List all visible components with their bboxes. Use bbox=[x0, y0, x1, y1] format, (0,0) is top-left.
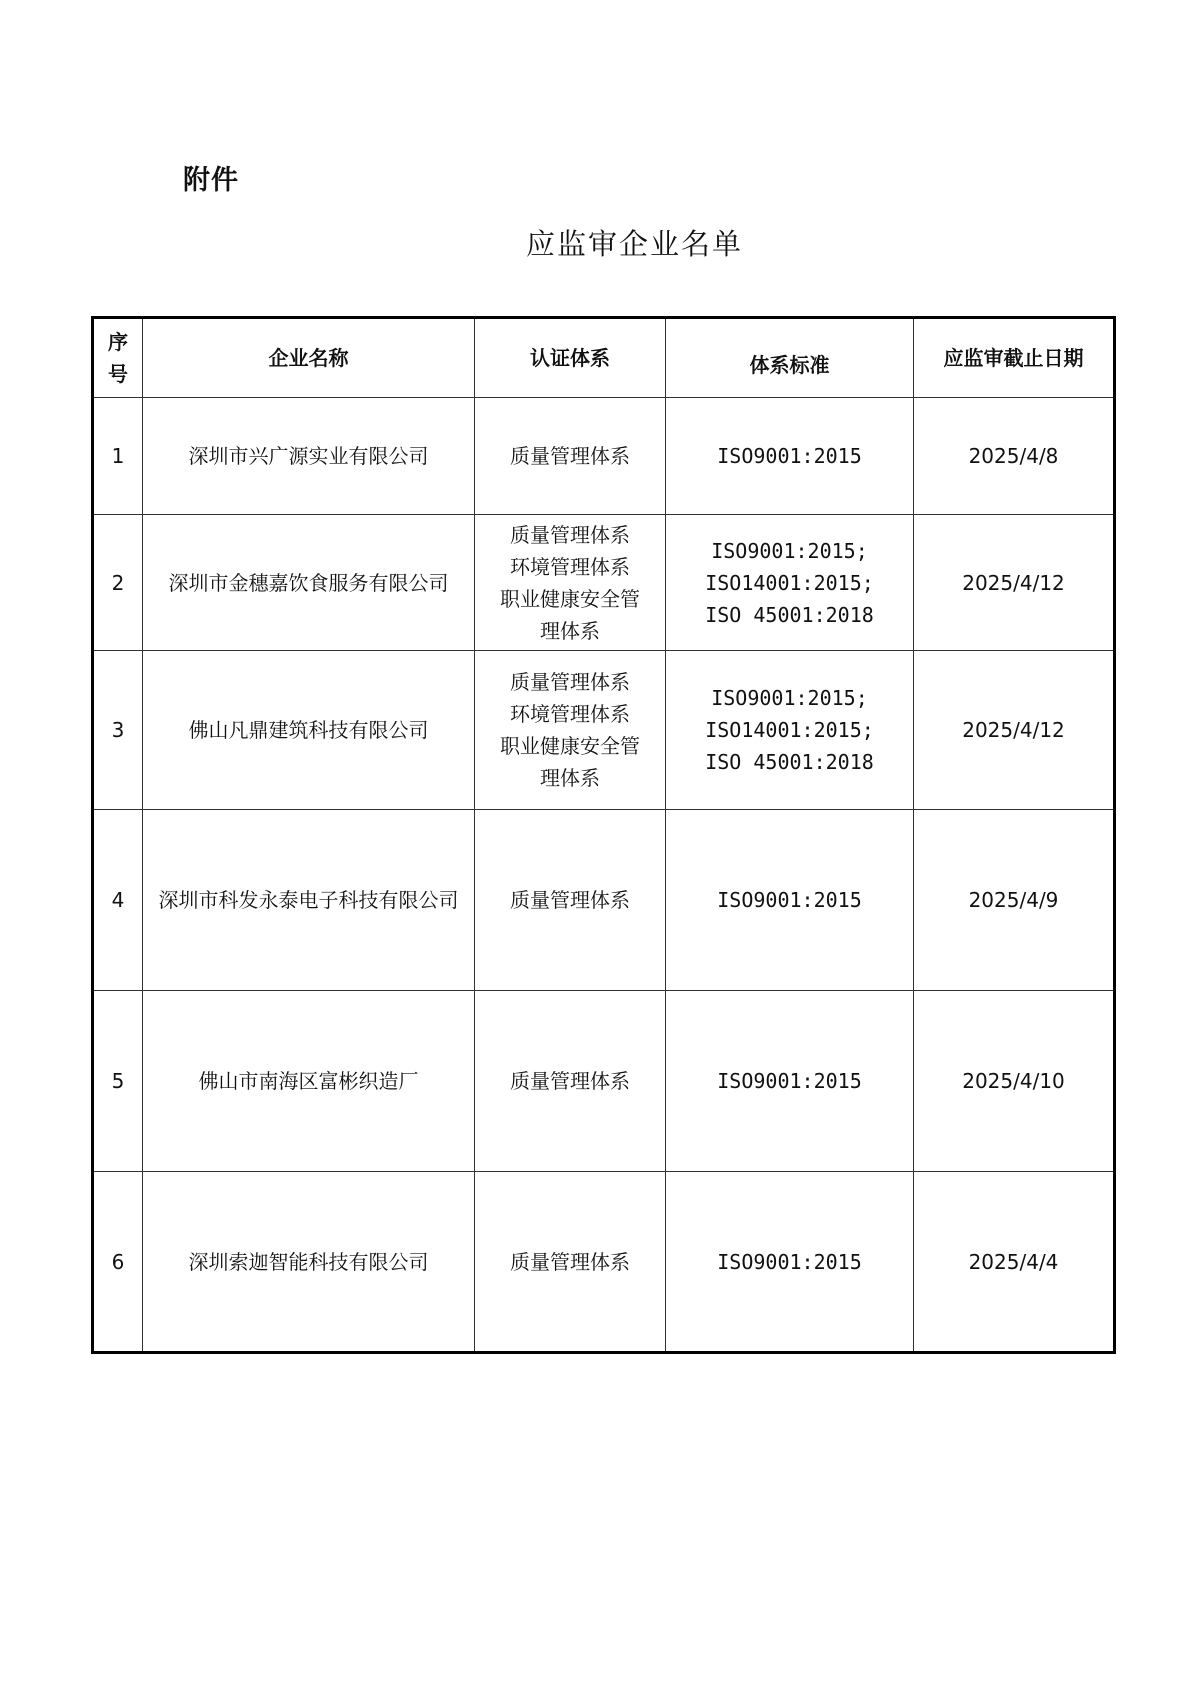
row-deadline: 2025/4/12 bbox=[914, 651, 1115, 810]
row-deadline: 2025/4/8 bbox=[914, 398, 1115, 515]
standard-line: ISO 45001:2018 bbox=[705, 602, 874, 627]
row-deadline: 2025/4/12 bbox=[914, 515, 1115, 651]
row-deadline: 2025/4/9 bbox=[914, 810, 1115, 991]
header-seq-line: 序 bbox=[108, 330, 128, 354]
header-deadline: 应监审截止日期 bbox=[914, 318, 1115, 398]
table-row bbox=[93, 1172, 1115, 1353]
table-row bbox=[93, 810, 1115, 991]
row-company: 深圳索迦智能科技有限公司 bbox=[143, 1172, 475, 1353]
header-seq-line: 号 bbox=[108, 362, 128, 386]
standard-line: ISO9001:2015 bbox=[717, 1249, 862, 1274]
system-line: 职业健康安全管 bbox=[500, 734, 640, 758]
row-seq: 5 bbox=[93, 991, 143, 1172]
row-standard bbox=[666, 1172, 914, 1353]
standard-line: ISO 45001:2018 bbox=[705, 750, 874, 774]
row-system bbox=[475, 515, 666, 651]
row-seq: 1 bbox=[93, 398, 143, 515]
row-system bbox=[475, 810, 666, 991]
enterprise-table bbox=[91, 316, 1116, 1354]
standard-line: ISO14001:2015; bbox=[705, 570, 874, 595]
table-header-row bbox=[93, 318, 1115, 398]
system-line: 环境管理体系 bbox=[510, 554, 630, 579]
system-line: 质量管理体系 bbox=[510, 522, 630, 547]
header-seq bbox=[93, 318, 143, 398]
row-company: 佛山凡鼎建筑科技有限公司 bbox=[143, 651, 475, 810]
attachment-label: 附件 bbox=[183, 165, 239, 196]
row-system bbox=[475, 398, 666, 515]
system-line: 理体系 bbox=[540, 766, 600, 790]
table-row bbox=[93, 398, 1115, 515]
table-row bbox=[93, 515, 1115, 651]
standard-line: ISO9001:2015; bbox=[711, 686, 868, 710]
row-company: 深圳市金穗嘉饮食服务有限公司 bbox=[143, 515, 475, 651]
header-system: 认证体系 bbox=[475, 318, 666, 398]
system-line: 质量管理体系 bbox=[510, 444, 630, 468]
table-row bbox=[93, 991, 1115, 1172]
row-seq: 6 bbox=[93, 1172, 143, 1353]
row-standard bbox=[666, 515, 914, 651]
row-deadline: 2025/4/4 bbox=[914, 1172, 1115, 1353]
row-system bbox=[475, 1172, 666, 1353]
row-system bbox=[475, 991, 666, 1172]
standard-line: ISO9001:2015 bbox=[717, 444, 862, 468]
header-company: 企业名称 bbox=[143, 318, 475, 398]
system-line: 职业健康安全管 bbox=[500, 586, 640, 611]
row-system bbox=[475, 651, 666, 810]
row-company: 深圳市兴广源实业有限公司 bbox=[143, 398, 475, 515]
standard-line: ISO9001:2015 bbox=[717, 888, 862, 912]
page-title: 应监审企业名单 bbox=[525, 227, 743, 261]
row-deadline: 2025/4/10 bbox=[914, 991, 1115, 1172]
header-standard: 体系标准 bbox=[666, 318, 914, 398]
row-standard bbox=[666, 651, 914, 810]
standard-line: ISO9001:2015; bbox=[711, 538, 868, 563]
standard-line: ISO14001:2015; bbox=[705, 718, 874, 742]
system-line: 质量管理体系 bbox=[510, 670, 630, 694]
system-line: 质量管理体系 bbox=[510, 888, 630, 912]
table-row bbox=[93, 651, 1115, 810]
system-line: 环境管理体系 bbox=[510, 702, 630, 726]
row-standard bbox=[666, 991, 914, 1172]
system-line: 质量管理体系 bbox=[510, 1069, 630, 1093]
system-line: 理体系 bbox=[540, 618, 600, 643]
row-seq: 3 bbox=[93, 651, 143, 810]
row-standard bbox=[666, 810, 914, 991]
row-standard bbox=[666, 398, 914, 515]
row-seq: 4 bbox=[93, 810, 143, 991]
row-company: 深圳市科发永泰电子科技有限公司 bbox=[143, 810, 475, 991]
standard-line: ISO9001:2015 bbox=[717, 1069, 862, 1093]
system-line: 质量管理体系 bbox=[510, 1249, 630, 1274]
row-seq: 2 bbox=[93, 515, 143, 651]
row-company: 佛山市南海区富彬织造厂 bbox=[143, 991, 475, 1172]
